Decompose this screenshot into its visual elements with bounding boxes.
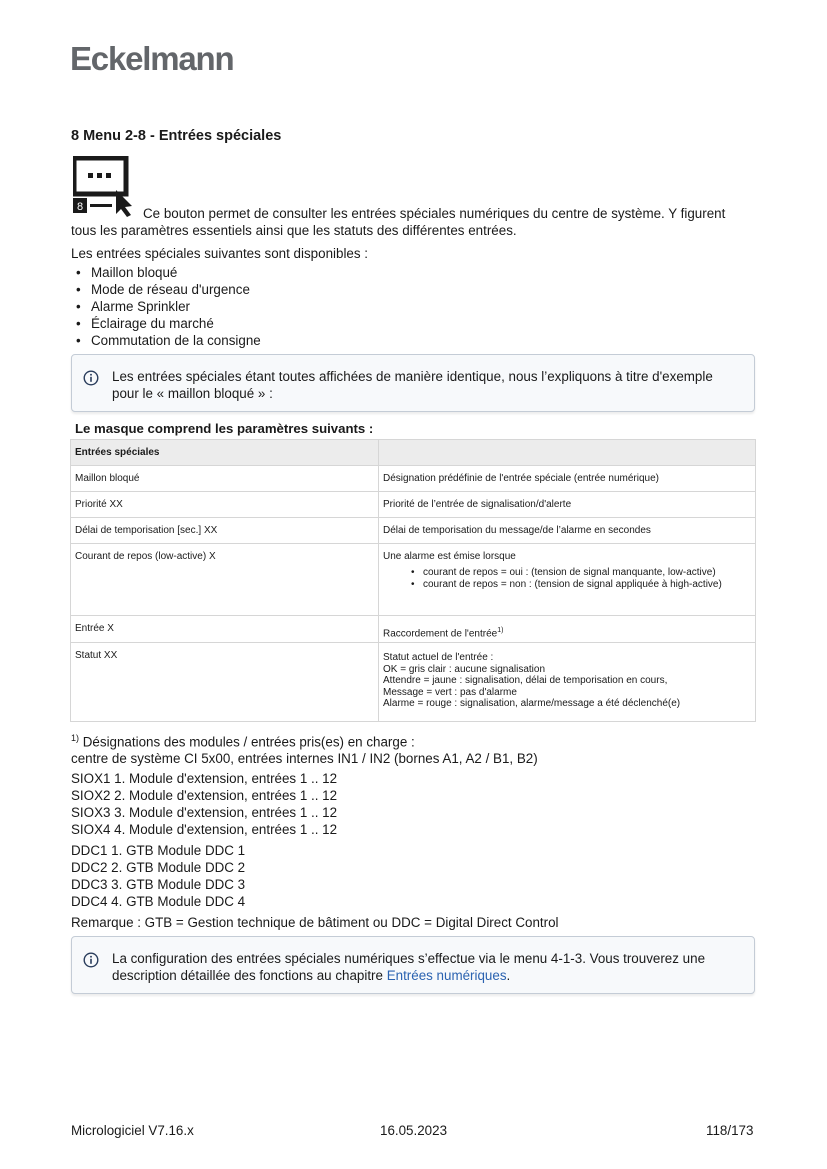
cell-text: OK = gris clair : aucune signalisation	[383, 663, 546, 675]
note-text: pour le « maillon bloqué » :	[112, 386, 273, 401]
footnote-marker: 1)	[71, 733, 80, 743]
siox-list	[71, 770, 337, 838]
footer-page-number: 118/173	[706, 1123, 754, 1138]
table-header-cell	[379, 440, 756, 466]
available-inputs-text: Les entrées spéciales suivantes sont disponibles :	[71, 246, 369, 261]
table-cell-desc	[379, 643, 756, 722]
table-row	[71, 518, 756, 544]
footnote-text: Désignations des modules / entrées pris(es) en charge :	[82, 734, 415, 750]
note-text: La configuration des entrées spéciales numériques s’effectue via le menu 4-1-3. Vous trouverez une	[112, 951, 706, 966]
note-text: description détaillée des fonctions au chapitre	[112, 968, 387, 983]
ddc-list	[71, 842, 245, 910]
cell-text: Une alarme est émise lorsque	[383, 551, 516, 562]
table-cell-desc: Priorité de l’entrée de signalisation/d'alerte	[379, 492, 756, 518]
table-row	[71, 492, 756, 518]
list-item: • Commutation de la consigne	[76, 332, 261, 349]
cell-text: Raccordement de l'entrée	[383, 628, 498, 640]
list-item: SIOX2 2. Module d'extension, entrées 1 .. 12	[71, 788, 338, 803]
table-row	[71, 643, 756, 722]
info-icon	[83, 370, 99, 386]
special-inputs-menu-icon	[73, 156, 135, 218]
table-header-cell: Entrées spéciales	[71, 440, 379, 466]
list-item: DDC4 4. GTB Module DDC 4	[71, 894, 246, 909]
list-item: • courant de repos = oui : (tension de signal manquante, low-active)	[411, 567, 751, 579]
cell-text: Message = vert : pas d'alarme	[383, 686, 517, 698]
table-cell-desc	[379, 544, 756, 616]
parameters-table	[70, 439, 756, 722]
list-item: DDC2 2. GTB Module DDC 2	[71, 860, 246, 875]
list-item: SIOX1 1. Module d'extension, entrées 1 .. 12	[71, 771, 338, 786]
list-item: DDC3 3. GTB Module DDC 3	[71, 877, 246, 892]
table-cell-param: Courant de repos (low-active) X	[71, 544, 379, 616]
remark-text: Remarque : GTB = Gestion technique de bâtiment ou DDC = Digital Direct Control	[71, 915, 559, 930]
intro-text-line1: Ce bouton permet de consulter les entrées spéciales numériques du centre de système. Y figurent	[143, 206, 726, 221]
footer-firmware: Micrologiciel V7.16.x	[71, 1123, 194, 1138]
footnote-ref: 1)	[497, 627, 504, 634]
menu-icon-number: 8	[76, 201, 84, 213]
list-item: • courant de repos = non : (tension de signal appliquée à high-active)	[411, 579, 751, 591]
table-row	[71, 466, 756, 492]
cell-text: Alarme = rouge : signalisation, alarme/message a été déclenché(e)	[383, 698, 681, 710]
note-text: .	[506, 968, 511, 983]
list-item: • Maillon bloqué	[76, 264, 261, 281]
table-cell-desc: Désignation prédéfinie de l'entrée spéciale (entrée numérique)	[379, 466, 756, 492]
table-title: Le masque comprend les paramètres suivants :	[75, 421, 374, 436]
table-header-row	[71, 440, 756, 466]
info-note-1	[71, 354, 755, 412]
footer-date: 16.05.2023	[380, 1123, 448, 1138]
table-row	[71, 544, 756, 616]
cell-text: Attendre = jaune : signalisation, délai de temporisation en cours,	[383, 675, 668, 687]
list-item: DDC1 1. GTB Module DDC 1	[71, 843, 246, 858]
list-item: SIOX4 4. Module d'extension, entrées 1 .. 12	[71, 822, 338, 837]
section-heading: 8 Menu 2-8 - Entrées spéciales	[71, 128, 282, 144]
table-row	[71, 616, 756, 643]
info-icon	[83, 952, 99, 968]
list-item: • Éclairage du marché	[76, 315, 261, 332]
list-item: SIOX3 3. Module d'extension, entrées 1 .. 12	[71, 805, 338, 820]
digital-inputs-link[interactable]: Entrées numériques	[386, 968, 507, 983]
intro-text-line2: tous les paramètres essentiels ainsi que les statuts des différentes entrées.	[71, 223, 517, 238]
cell-bullet-list	[383, 567, 751, 591]
info-note-2	[71, 936, 755, 994]
footnote	[71, 730, 538, 767]
table-cell-param: Entrée X	[71, 616, 379, 643]
company-logo: Eckelmann	[70, 40, 234, 77]
list-item: • Mode de réseau d'urgence	[76, 281, 261, 298]
special-inputs-list	[76, 264, 261, 349]
table-cell-param: Délai de temporisation [sec.] XX	[71, 518, 379, 544]
table-cell-param: Statut XX	[71, 643, 379, 722]
table-cell-desc	[379, 616, 756, 643]
table-cell-param: Maillon bloqué	[71, 466, 379, 492]
table-cell-param: Priorité XX	[71, 492, 379, 518]
table-cell-desc: Délai de temporisation du message/de l’alarme en secondes	[379, 518, 756, 544]
footnote-text: centre de système CI 5x00, entrées internes IN1 / IN2 (bornes A1, A2 / B1, B2)	[71, 751, 538, 767]
note-text: Les entrées spéciales étant toutes affichées de manière identique, nous l’expliquons à titre d'exemple	[112, 369, 713, 384]
cell-text: Statut actuel de l'entrée :	[383, 652, 494, 663]
list-item: • Alarme Sprinkler	[76, 298, 261, 315]
